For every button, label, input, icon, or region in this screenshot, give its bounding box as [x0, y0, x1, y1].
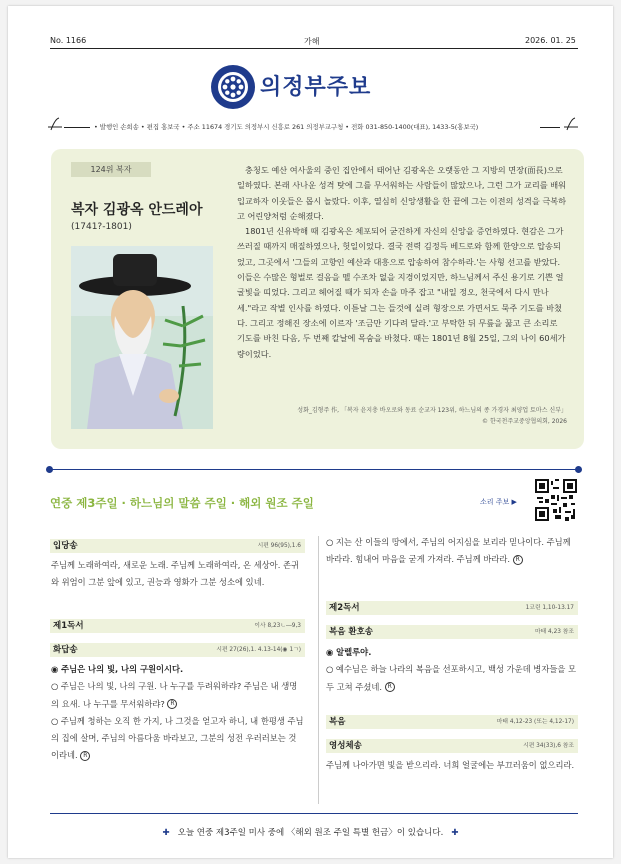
column-divider — [318, 536, 319, 804]
response-mark: R — [80, 751, 90, 761]
psalm-verse: ○ 주님은 나의 빛, 나의 구원. 나 누구를 두려워하랴? 주님은 내 생명의 요새. 나 누구를 무서워하랴? R — [51, 681, 298, 709]
bio-paragraph: 1801년 신유박해 때 김광옥은 체포되어 굳건하게 자신의 신앙을 증언하였다. 현감은 그가 쓰러질 때까지 매질하였으나, 헛일이었다. 결국 전력 김정득 베드로와 함께 한양으로 압송되었고, 그곳에서 '그들의 고향인 예산과 대흥으로 압송하여 참수하라.'는 사형 선고를 받았다. 이들은 수많은 형벌로 걸음을 뗄 수조차 없을 지경이었지만, 하느님께서 주신 용기로 기쁜 얼굴빛을 띠었다. 그리고 헤어질 때가 되자 손을 마주 잡고 "내일 정오, 천국에서 다시 만나세."라고 작별 인사를 하였다. 이튿날 그는 들것에 실려 형장으로 가면서도 묵주 기도를 바쳤다. 그리고 정해진 장소에 이르자 '조금만 기다려 달라.'고 부탁한 뒤 무릎을 꿇고 큰 소리로 기도를 바친 다음, 두 번째 칼날에 목숨을 바쳤다. 때는 1801년 8월 25일, 그의 나이 60세가량이었다. — [237, 226, 566, 359]
footer-notice — [8, 826, 613, 838]
liturgical-year: 가해 — [304, 37, 320, 46]
saint-portrait — [71, 246, 213, 429]
psalm-response: ◉ 주님은 나의 빛, 나의 구원이시다. — [51, 664, 184, 674]
response-mark: R — [385, 682, 395, 692]
image-credit — [237, 405, 567, 427]
second-reading-label: 제2독서 — [329, 603, 360, 613]
gospel-ref: 마태 4,12-23 (또는 4,12-17) — [496, 719, 574, 725]
first-reading-ref: 이사 8,23ㄴ―9,3 — [254, 623, 301, 629]
psalm-bar — [50, 643, 305, 657]
gospel-label: 복음 — [329, 717, 346, 727]
qr-code[interactable] — [535, 479, 577, 521]
gospel-acclamation-text: ◉ 알렐루야. ○ 예수님은 하늘 나라의 복음을 선포하시고, 백성 가운데 병자들을 모두 고쳐 주셨네. R — [326, 644, 578, 696]
psalm-verse: ○ 주님께 청하는 오직 한 가지, 나 그것을 얻고자 하니, 내 한평생 주님의 집에 살며, 주님의 아름다움 바라보고, 그분의 성전 우러러보는 것이라네. R — [51, 715, 304, 761]
issue-date: 2026. 01. 25 — [525, 36, 576, 45]
section-divider — [50, 469, 578, 470]
diocese-logo — [210, 64, 256, 110]
corner-ornament-left — [48, 117, 62, 131]
copyright-line: © 한국천주교중앙협의회, 2026 — [482, 418, 567, 425]
corner-ornament-right — [564, 117, 578, 131]
saint-panel — [51, 149, 584, 449]
gospel-acclamation-label: 복음 환호송 — [329, 627, 374, 637]
gospel-bar — [326, 715, 578, 729]
saint-biography — [237, 163, 567, 362]
saint-years: (1741?-1801) — [71, 222, 132, 232]
saint-tag: 124위 복자 — [71, 162, 151, 177]
bulletin-title: 의정부주보 — [260, 75, 372, 100]
gospel-acclamation-ref: 마태 4,23 참조 — [535, 629, 574, 635]
communion-text: 주님께 나아가면 빛을 받으리라. 너희 얼굴에는 부끄러움이 없으리라. — [326, 760, 575, 770]
entrance-ref: 시편 96(95),1.6 — [257, 543, 301, 549]
second-reading-ref: 1코린 1,10-13.17 — [525, 605, 574, 611]
footer-rule — [50, 813, 578, 814]
psalm-text — [51, 661, 304, 765]
communion-label: 영성체송 — [329, 741, 362, 751]
saint-name: 복자 김광옥 안드레아 — [71, 202, 203, 218]
entrance-antiphon-bar — [50, 539, 305, 553]
communion-ref: 시편 34(33),6 참조 — [523, 743, 574, 749]
cross-icon: ✚ — [451, 828, 459, 838]
bulletin-page — [8, 6, 613, 858]
second-reading-bar — [326, 601, 578, 615]
response-mark: R — [513, 555, 523, 565]
footer-notice-text: 오늘 연중 제3주일 미사 중에 〈해외 원조 주일 특별 헌금〉이 있습니다. — [177, 828, 444, 838]
divider-dot — [575, 466, 582, 473]
psalm-label: 화답송 — [53, 645, 78, 655]
audio-bulletin-link[interactable]: 소리 주보 ▶ — [480, 498, 517, 506]
response-mark: R — [167, 699, 177, 709]
top-rule — [50, 48, 578, 49]
liturgy-title: 연중 제3주일 · 하느님의 말씀 주일 · 해외 원조 주일 — [50, 496, 314, 510]
entrance-label: 입당송 — [53, 541, 78, 551]
entrance-text: 주님께 노래하여라, 새로운 노래. 주님께 노래하여라, 온 세상아. 존귀와 위엄이 그분 앞에 있고, 권능과 영화가 그분 성소에 있네. — [51, 560, 300, 588]
alleluia-response: ◉ 알렐루야. — [326, 647, 372, 657]
communion-bar — [326, 739, 578, 753]
psalm-ref: 시편 27(26),1. 4.13-14(◉ 1ㄱ) — [216, 647, 301, 653]
bio-paragraph: 충청도 예산 여사울의 중인 집안에서 태어난 김광옥은 오랫동안 그 지방의 면장(面長)으로 일하였다. 본래 사나운 성격 탓에 그를 무서워하는 사람들이 많았으나, 그런 그가 교리를 배워 입교하자 이웃들은 몹시 놀랐다. 이후, 열심히 신앙생활을 한 끝에 그는 이전의 성격을 극복하고 어린양처럼 순해졌다. — [237, 165, 567, 221]
issue-number: No. 1166 — [50, 36, 87, 45]
first-reading-bar — [50, 619, 305, 633]
divider-dot — [46, 466, 53, 473]
psalm-verse-3: ○ 지는 산 이들의 땅에서, 주님의 어지심을 보리라 믿나이다. 주님께 바라라. 힘내어 마음을 굳게 가져라. 주님께 바라라. R — [326, 537, 571, 565]
credit-line: 성화_김형주 作, 「복자 윤지충 바오로와 동료 순교자 123위, 하느님의 종 가경자 최양업 토마스 신부」 — [297, 407, 567, 414]
gospel-acclamation-bar — [326, 625, 578, 639]
cross-icon: ✚ — [162, 828, 170, 838]
first-reading-label: 제1독서 — [53, 621, 84, 631]
publisher-info: • 발행인 손희송 • 편집 홍보국 • 주소 11674 경기도 의정부시 신흥로 261 의정부교구청 • 전화 031-850-1400(대표), 1433-5(홍보국) — [94, 123, 479, 131]
